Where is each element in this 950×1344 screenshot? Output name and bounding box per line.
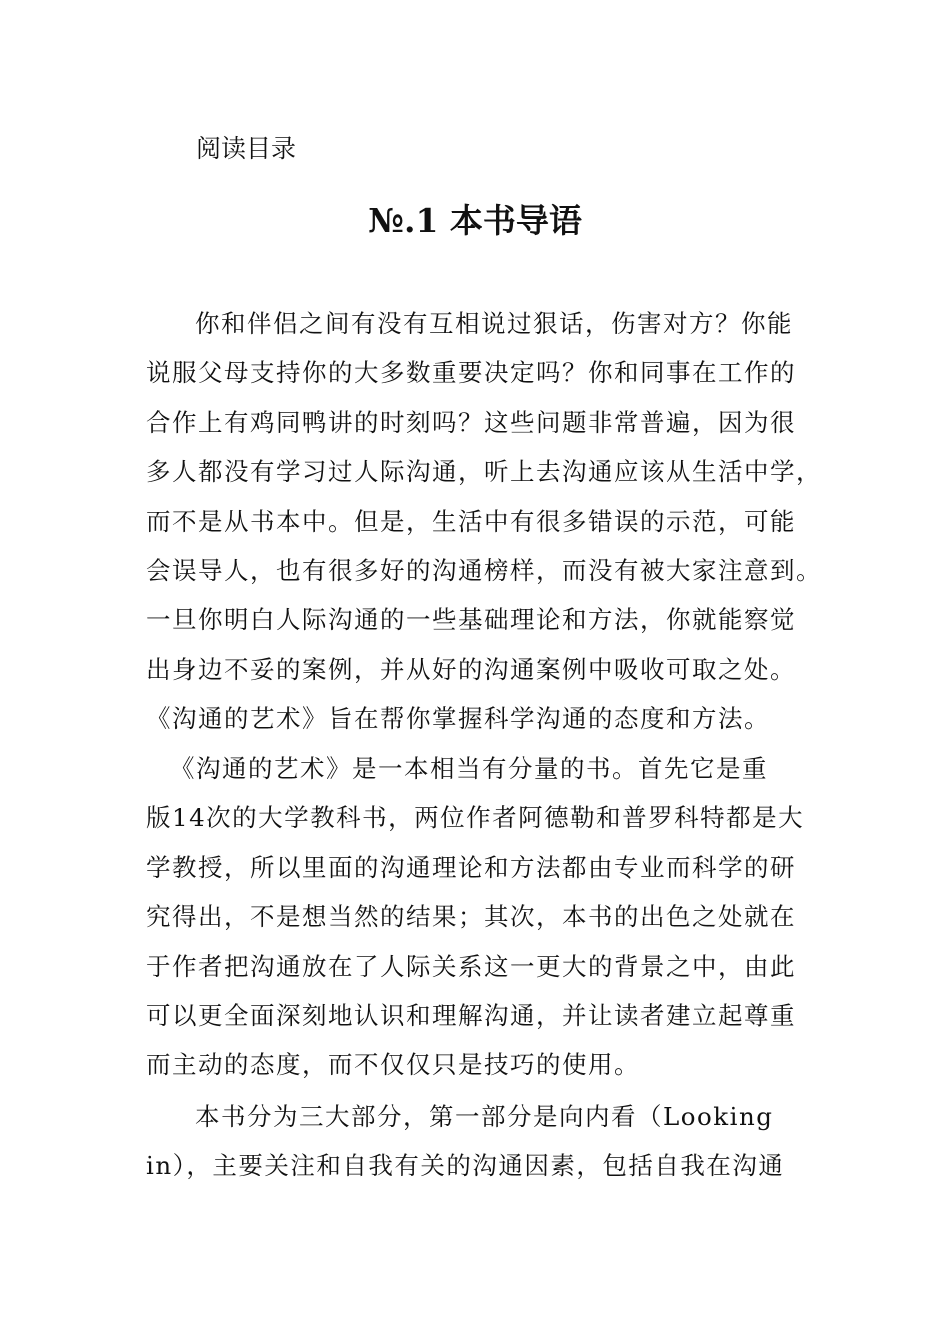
paragraph-line: in），主要关注和自我有关的沟通因素，包括自我在沟通 xyxy=(146,1151,785,1181)
chapter-title: №.1 本书导语 xyxy=(368,201,582,240)
paragraph-line: 可以更全面深刻地认识和理解沟通，并让读者建立起尊重 xyxy=(146,1000,796,1030)
toc-label[interactable]: 阅读目录 xyxy=(196,134,297,163)
paragraph-3 xyxy=(146,1092,806,1191)
paragraph-line: 而主动的态度，而不仅仅只是技巧的使用。 xyxy=(146,1050,640,1080)
paragraph-line: 一旦你明白人际沟通的一些基础理论和方法，你就能察觉 xyxy=(146,605,796,635)
paragraph-line: 本书分为三大部分，第一部分是向内看（Looking xyxy=(195,1102,774,1131)
paragraph-line: 会误导人，也有很多好的沟通榜样，而没有被大家注意到。 xyxy=(146,555,822,585)
paragraph-1 xyxy=(146,299,822,744)
paragraph-line: 出身边不妥的案例，并从好的沟通案例中吸收可取之处。 xyxy=(146,654,796,684)
paragraph-line: 究得出，不是想当然的结果；其次，本书的出色之处就在 xyxy=(146,902,796,932)
paragraph-line: 合作上有鸡同鸭讲的时刻吗？这些问题非常普遍，因为很 xyxy=(146,407,796,437)
paragraph-line: 《沟通的艺术》是一本相当有分量的书。首先它是重 xyxy=(170,754,768,783)
paragraph-line: 版14次的大学教科书，两位作者阿德勒和普罗科特都是大 xyxy=(146,803,805,833)
paragraph-line: 而不是从书本中。但是，生活中有很多错误的示范，可能 xyxy=(146,506,796,536)
paragraph-line: 多人都没有学习过人际沟通，听上去沟通应该从生活中学， xyxy=(146,457,822,487)
paragraph-line: 说服父母支持你的大多数重要决定吗？你和同事在工作的 xyxy=(146,358,796,388)
paragraph-2 xyxy=(146,744,806,1090)
paragraph-line: 于作者把沟通放在了人际关系这一更大的背景之中，由此 xyxy=(146,951,796,981)
paragraph-line: 学教授，所以里面的沟通理论和方法都由专业而科学的研 xyxy=(146,852,796,882)
paragraph-line: 你和伴侣之间有没有互相说过狠话，伤害对方？你能 xyxy=(195,309,793,338)
paragraph-line: 《沟通的艺术》旨在帮你掌握科学沟通的态度和方法。 xyxy=(146,704,770,734)
